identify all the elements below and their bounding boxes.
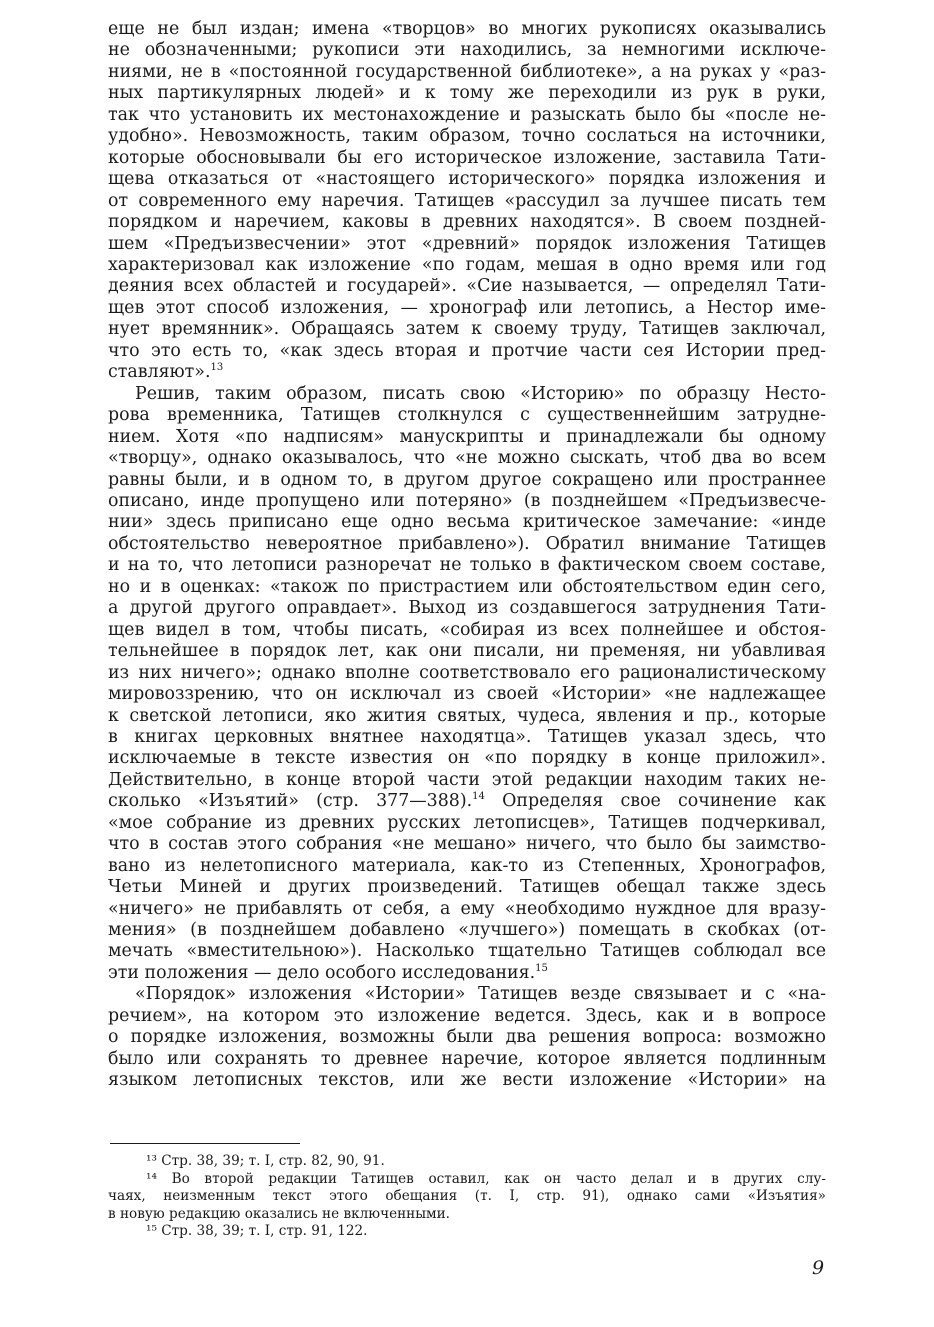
- text-line: [108, 234, 826, 255]
- text-line: [108, 362, 826, 383]
- text-line: [108, 470, 826, 491]
- text-line: [108, 684, 826, 705]
- footnotes: [108, 1153, 826, 1241]
- text-line: [108, 212, 826, 233]
- text-line-text: Решив, таким образом, писать свою «Историю» по образцу Несто-: [135, 383, 826, 404]
- footnote-line-text: чаях, неизменным текст этого обещания (т. I, стр. 91), однако сами «Изъятия»: [108, 1188, 826, 1204]
- text-line-text: не обозначенными; рукописи эти находились, за немногими исключе-: [108, 40, 826, 61]
- footnote-marker: 15: [535, 963, 548, 975]
- text-line: [108, 920, 826, 941]
- text-line-text: было или сохранять то древнее наречие, которое является подлинным: [108, 1048, 826, 1069]
- text-line: [108, 405, 826, 426]
- footnote-line-text: ¹⁴ Во второй редакции Татищев оставил, как он часто делал и в других слу-: [146, 1170, 826, 1187]
- text-line: [108, 899, 826, 920]
- text-line-text: нии» здесь приписано еще одно весьма критическое замечание: «инде: [108, 512, 826, 533]
- text-line: [108, 298, 826, 319]
- text-line: [108, 448, 826, 469]
- text-line: [108, 169, 826, 190]
- text-line: [108, 706, 826, 727]
- text-line-text: рова временника, Татищев столкнулся с существеннейшим затрудне-: [108, 405, 826, 426]
- text-line: [108, 834, 826, 855]
- text-line-text: еще не был издан; имена «творцов» во многих рукописях оказывались: [108, 19, 826, 39]
- footnote-marker: 14: [472, 791, 485, 803]
- footnote-line: [108, 1153, 826, 1171]
- text-line-text: равны были, и в одном то, в другом другое сокращено или пространнее: [108, 469, 826, 490]
- footnote-separator: [110, 1143, 300, 1144]
- text-line: [108, 1027, 826, 1048]
- text-line: [108, 877, 826, 898]
- text-line: [108, 341, 826, 362]
- body-text: [108, 19, 826, 1092]
- text-line-text: характеризовал как изложение «по годам, мешая в одно время или год: [108, 254, 826, 275]
- text-line: [108, 598, 826, 619]
- text-line-text: языком летописных текстов, или же вести изложение «Истории» на: [108, 1070, 826, 1091]
- text-line-text: порядком и наречием, каковы в древних находятся». В своем поздней-: [108, 212, 826, 233]
- text-line-text: эти положения — дело особого исследования.: [108, 962, 536, 983]
- text-line-text: что это есть то, «как здесь вторая и протчие части сея Истории пред-: [108, 340, 826, 361]
- text-line-text: нует времянник». Обращаясь затем к своему труду, Татищев заключал,: [108, 319, 826, 340]
- text-line-text-continued: Определяя свое сочинение как: [484, 791, 826, 812]
- text-line: [108, 813, 826, 834]
- footnote-line-text: ¹⁵ Стр. 38, 39; т. I, стр. 91, 122.: [146, 1223, 368, 1239]
- footnote-marker: 13: [210, 362, 224, 374]
- text-line: [108, 105, 826, 126]
- text-line-text: деяния всех областей и государей». «Сие называется, — определял Тати-: [108, 276, 826, 297]
- text-line: [108, 83, 826, 104]
- text-line: [108, 191, 826, 212]
- text-line-text: описано, инде пропущено или потеряно» (в позднейшем «Предъизвесче-: [108, 490, 826, 511]
- text-line: [108, 126, 826, 147]
- text-line: [108, 1049, 826, 1070]
- text-line: [108, 791, 826, 812]
- text-line-text: что в состав этого собрания «не мешано» ничего, что было бы заимство-: [108, 834, 826, 855]
- text-line-text: щев видел в том, чтобы писать, «собирая из всех полнейшее и обстоя-: [108, 619, 826, 640]
- footnote-line: [108, 1223, 826, 1241]
- text-line: [108, 512, 826, 533]
- text-line: [108, 748, 826, 769]
- footnote-line: [108, 1206, 826, 1224]
- text-line-text: но и в оценках: «також по пристрастием или обстоятельством един сего,: [108, 576, 826, 597]
- text-line: [108, 770, 826, 791]
- text-line-text: исключаемые в тексте известия он «по порядку в конце приложил».: [108, 748, 826, 769]
- footnote-line-text: в новую редакцию оказались не включенными.: [108, 1205, 451, 1222]
- text-line: [108, 641, 826, 662]
- text-line-text: от современного ему наречия. Татищев «рассудил за лучшее писать тем: [108, 190, 826, 211]
- text-line-text: в книгах церковных внятнее находятца». Татищев указал здесь, что: [108, 726, 826, 747]
- text-line: [108, 1070, 826, 1091]
- text-line: [108, 384, 826, 405]
- text-line-text: ниями, не в «постоянной государственной библиотеке», а на руках у «раз-: [108, 61, 826, 82]
- text-line-text: мировоззрению, что он исключал из своей «Истории» «не надлежащее: [108, 684, 826, 705]
- text-line-text: обстоятельство невероятное прибавлено»). Обратил внимание Татищев: [108, 533, 826, 554]
- text-line-text: «творцу», однако оказывалось, что «не можно сыскать, чтоб два во всем: [108, 448, 826, 469]
- text-line-text: мечать «вместительною»). Насколько тщательно Татищев соблюдал все: [108, 941, 826, 962]
- footnote-line-text: ¹³ Стр. 38, 39; т. I, стр. 82, 90, 91.: [146, 1153, 385, 1169]
- text-line: [108, 941, 826, 962]
- text-line: [108, 319, 826, 340]
- text-line: [108, 577, 826, 598]
- text-line: [108, 491, 826, 512]
- text-line-text: щев этот способ изложения, — хронограф или летопись, а Нестор име-: [108, 297, 826, 318]
- text-line: [108, 555, 826, 576]
- text-line-text: нием. Хотя «по надписям» манускрипты и принадлежали бы одному: [108, 426, 826, 447]
- text-line-text: «Порядок» изложения «Истории» Татищев везде связывает и с «на-: [135, 984, 826, 1005]
- text-line: [108, 255, 826, 276]
- text-line: [108, 727, 826, 748]
- text-line-text: мения» (в позднейшем добавлено «лучшего») помещать в скобках (от-: [108, 920, 826, 941]
- text-line-text: щева отказаться от «настоящего исторического» порядка изложения и: [108, 169, 826, 190]
- text-line-text: а другой другого оправдает». Выход из создавшегося затруднения Тати-: [108, 598, 826, 619]
- text-line-text: тельнейшее в порядок лет, как они писали, ни пременяя, ни убавливая: [108, 641, 826, 662]
- text-line: [108, 663, 826, 684]
- footnote-line: [108, 1188, 826, 1206]
- text-line-text: Четьи Миней и других произведений. Татищев обещал также здесь: [108, 877, 826, 898]
- text-line-text: Действительно, в конце второй части этой редакции находим таких не-: [108, 769, 826, 790]
- text-line: [108, 19, 826, 40]
- text-line: [108, 427, 826, 448]
- text-line: [108, 276, 826, 297]
- text-line-text: которые обосновывали бы его историческое изложение, заставила Тати-: [108, 147, 826, 168]
- text-line-text: речием», на котором это изложение ведется. Здесь, как и в вопросе: [108, 1005, 826, 1026]
- text-line-text: и на то, что летописи разноречат не только в фактическом своем составе,: [108, 555, 826, 576]
- page-number: 9: [812, 1257, 825, 1279]
- text-line-text: «ничего» не прибавлять от себя, а ему «необходимо нуждное для вразу-: [108, 898, 826, 919]
- footnote-line: [108, 1171, 826, 1189]
- text-line: [108, 620, 826, 641]
- text-line-text: удобно». Невозможность, таким образом, точно сослаться на источники,: [108, 126, 826, 147]
- text-line-text: сколько «Изъятий» (стр. 377—388).: [108, 791, 473, 812]
- text-line-text: шем «Предъизвесчении» этот «древний» порядок изложения Татищев: [108, 233, 826, 254]
- text-line: [108, 1006, 826, 1027]
- text-line: [108, 984, 826, 1005]
- text-line: [108, 40, 826, 61]
- text-line-text: ных партикулярных людей» и к тому же переходили из рук в руки,: [108, 83, 826, 104]
- text-line: [108, 963, 826, 984]
- text-line-text: о порядке изложения, возможны были два решения вопроса: возможно: [108, 1027, 826, 1048]
- text-line: [108, 856, 826, 877]
- text-line: [108, 62, 826, 83]
- text-line-text: «мое собрание из древних русских летописцев», Татищев подчеркивал,: [108, 812, 826, 833]
- text-line-text: так что установить их местонахождение и разыскать было бы «после не-: [108, 104, 826, 125]
- text-line-text: из них ничего»; однако вполне соответствовало его рационалистическому: [108, 662, 826, 683]
- text-line: [108, 534, 826, 555]
- text-line: [108, 148, 826, 169]
- text-line-text: ставляют».: [108, 362, 211, 383]
- text-line-text: вано из нелетописного материала, как-то из Степенных, Хронографов,: [108, 855, 826, 876]
- text-line-text: к светской летописи, яко жития святых, чудеса, явления и пр., которые: [108, 705, 826, 726]
